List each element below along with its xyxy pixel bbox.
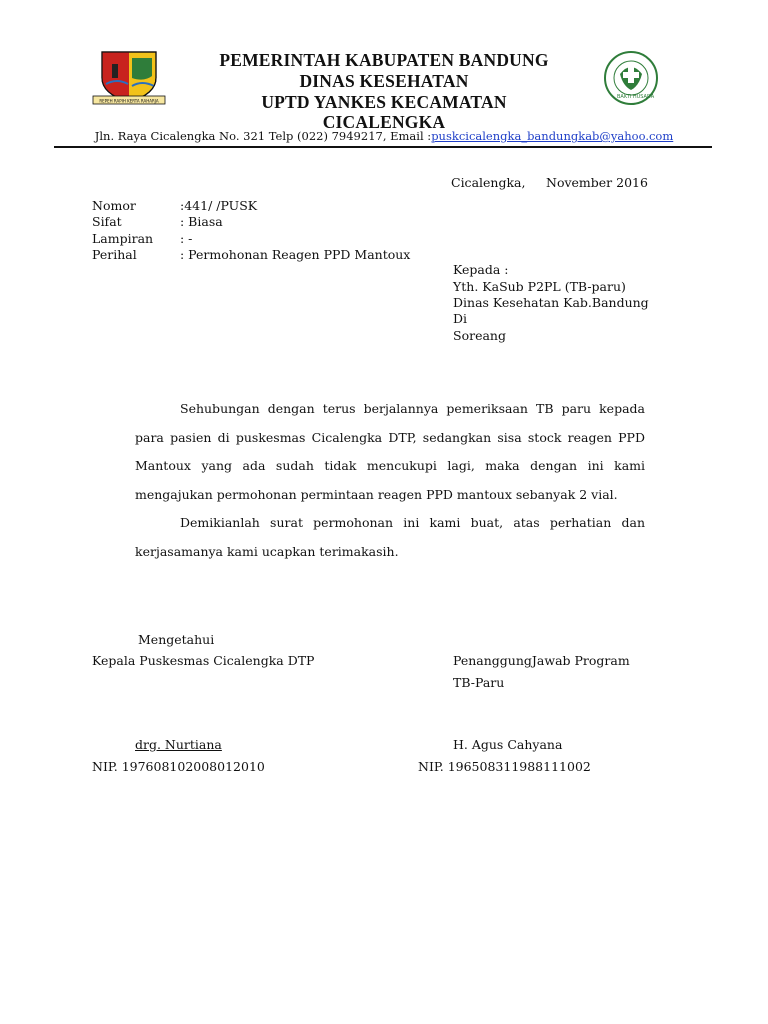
right-logo-text: BAKTI HUSADA (617, 94, 655, 100)
body-paragraph-2: Demikianlah surat permohonan ini kami buat, atas perhatian dan kerjasamanya kami ucapkan terimakasih. (135, 515, 645, 559)
meta-value-nomor: :441/ /PUSK (180, 198, 258, 213)
right-subtitle: TB-Paru (453, 675, 505, 690)
header-line-4: CICALENGKA (322, 112, 446, 132)
header-line-2: DINAS KESEHATAN (299, 71, 469, 91)
recipient-line: Soreang (453, 328, 506, 343)
meta-label-nomor: Nomor (92, 198, 136, 213)
meta-label-perihal: Perihal (92, 247, 137, 262)
left-heading: Mengetahui (138, 632, 215, 647)
place: Cicalengka, (451, 175, 526, 190)
header-line-1: PEMERINTAH KABUPATEN BANDUNG (219, 50, 549, 70)
right-title: PenanggungJawab Program (453, 653, 630, 668)
letter-body (135, 395, 645, 566)
recipient-line: Kepada : (453, 262, 509, 277)
meta-value-lampiran: : - (180, 231, 193, 246)
meta-value-sifat: : Biasa (180, 214, 223, 229)
left-logo-motto: REPEH RAPIH KERTA RAHARJA (99, 98, 159, 104)
meta-value-perihal: : Permohonan Reagen PPD Mantoux (180, 247, 411, 262)
left-title: Kepala Puskesmas Cicalengka DTP (92, 653, 315, 668)
left-signer-name: drg. Nurtiana (135, 737, 222, 752)
left-signer-nip: NIP. 197608102008012010 (92, 759, 265, 774)
meta-label-lampiran: Lampiran (92, 231, 154, 246)
recipient-line: Yth. KaSub P2PL (TB-paru) (453, 279, 626, 294)
body-paragraph-1: Sehubungan dengan terus berjalannya pemeriksaan TB paru kepada para pasien di puskesmas Cicalengka DTP, sedangkan sisa stock reagen PPD Mantoux yang ada sudah tidak mencukupi lagi, maka dengan ini kami mengajukan permohonan permintaan reagen PPD mantoux sebanyak 2 vial. (135, 401, 645, 502)
address-text: Jln. Raya Cicalengka No. 321 Telp (022) 7949217, Email : (94, 129, 432, 143)
right-signer-nip: NIP. 196508311988111002 (418, 759, 591, 774)
meta-label-sifat: Sifat (92, 214, 122, 229)
address-line (0, 129, 768, 143)
header-divider (54, 146, 712, 148)
email-link[interactable]: puskcicalengka_bandungkab@yahoo.com (431, 129, 674, 143)
header-line-3: UPTD YANKES KECAMATAN (261, 92, 507, 112)
right-signer-name: H. Agus Cahyana (453, 737, 563, 752)
recipient-line: Di (453, 311, 468, 326)
date: November 2016 (546, 175, 648, 190)
recipient-line: Dinas Kesehatan Kab.Bandung (453, 295, 649, 310)
